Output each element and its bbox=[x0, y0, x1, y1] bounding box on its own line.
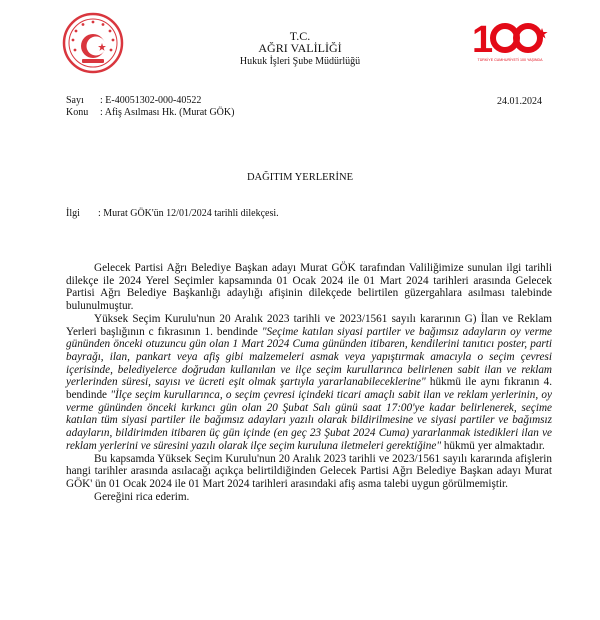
sayi-row bbox=[66, 95, 201, 107]
paragraph-1: Gelecek Partisi Ağrı Belediye Başkan adayı Murat GÖK tarafından Valiliğimize sunulan ilgi tarihli dilekçe ile 2024 Yerel Seçimler kapsamında 01 Ocak 2024 ile 01 Mart 2024 tarihleri arasında Gelecek Partisi Ağrı Belediye Başkanlığı adaylığı afişinin dilekçede belirtilen güzergahlara asılması talebinde bulunulmuştur. bbox=[66, 262, 552, 313]
quote-1: "Seçime katılan siyasi partiler ve bağımsız adayların oy verme gününden önceki otuzuncu gün olan 1 Mart 2024 Cuma gününden itibaren, kendilerini tanıtıcı poster, parti bayrağı, ilan, pankart veya afiş gibi malzemeleri asmak veya yapıştırmak amacıyla o seçim çevresi içerisinde, belediyelerce doğrudan kullanılan ve ilçe seçim kurullarınca belirlenen sabit ilan ve reklam yerlerinden süresi, sayısı ve ücreti eşit olmak şartıyla yararlanabileceklerine" bbox=[66, 325, 552, 389]
konu-value: : Afiş Asılması Hk. (Murat GÖK) bbox=[100, 107, 235, 118]
letter-body bbox=[66, 262, 552, 503]
republic-100-logo bbox=[470, 14, 550, 66]
svg-text:1: 1 bbox=[472, 19, 494, 61]
paragraph-2-intro: Yüksek Seçim Kurulu'nun 20 Aralık 2023 tarihli ve 2023/1561 sayılı kararının G) İlan ve Reklam Yerleri başlığının c fıkrasının 1. bendinde bbox=[66, 312, 552, 338]
logo-caption: TÜRKİYE CUMHURİYETİ 100 YAŞINDA bbox=[477, 58, 543, 62]
paragraph-2-mid: hükmü ile aynı fıkranın 4. bendinde bbox=[66, 376, 552, 402]
paragraph-4: Gereğini rica ederim. bbox=[94, 490, 190, 503]
paragraph-3: Bu kapsamda Yüksek Seçim Kurulu'nun 20 Aralık 2023 tarihli ve 2023/1561 sayılı kararında afişlerin hangi tarihler arasında asılacağı açıkça belirtildiğinden Gelecek Partisi Ağrı Belediye Başkan adayı Murat GÖK' ün 01 Ocak 2024 ile 01 Mart 2024 tarihleri arasındaki afiş asma talebi uygun görülmemiştir. bbox=[66, 452, 552, 490]
konu-row bbox=[66, 107, 234, 119]
letter-date: 24.01.2024 bbox=[497, 96, 542, 107]
distribution-heading: DAĞITIM YERLERİNE bbox=[246, 172, 354, 183]
org-line-department: Hukuk İşleri Şube Müdürlüğü bbox=[239, 56, 361, 67]
sayi-value: : E-40051302-000-40522 bbox=[100, 95, 202, 106]
paragraph-2-end: hükmü yer almaktadır. bbox=[441, 439, 545, 452]
ilgi-label: İlgi bbox=[66, 208, 80, 219]
konu-label: Konu bbox=[66, 107, 89, 118]
org-line-valilik: AĞRI VALİLİĞİ bbox=[258, 41, 342, 55]
ilgi-row bbox=[66, 208, 279, 219]
ministry-seal-icon bbox=[62, 12, 124, 74]
paragraph-2 bbox=[66, 313, 552, 453]
quote-2: "İlçe seçim kurullarınca, o seçim çevresi içindeki ticari amaçlı sabit ilan ve reklam yerlerinin, oy verme gününden önceki kırkıncı gün olan 20 Şubat Salı günü saat 17:00'ye kadar belirlenerek, seçime katılan tüm siyasi partiler ile bağımsız adayları yazılı olarak bildirilmesine ve siyasi partiler ve bağımsız adayların, bildirimden itibaren üç gün içinde (en geç 23 Şubat 2024 Cuma) yararlanmak istedikleri ilan ve reklam yerlerini ve süresini yazılı olarak ilçe seçim kuruluna iletmeleri gerektiğine" bbox=[66, 389, 552, 452]
sayi-label: Sayı bbox=[66, 95, 84, 106]
ilgi-value: : Murat GÖK'ün 12/01/2024 tarihli dilekçesi. bbox=[98, 208, 279, 219]
org-line-tc: T.C. bbox=[289, 29, 311, 43]
